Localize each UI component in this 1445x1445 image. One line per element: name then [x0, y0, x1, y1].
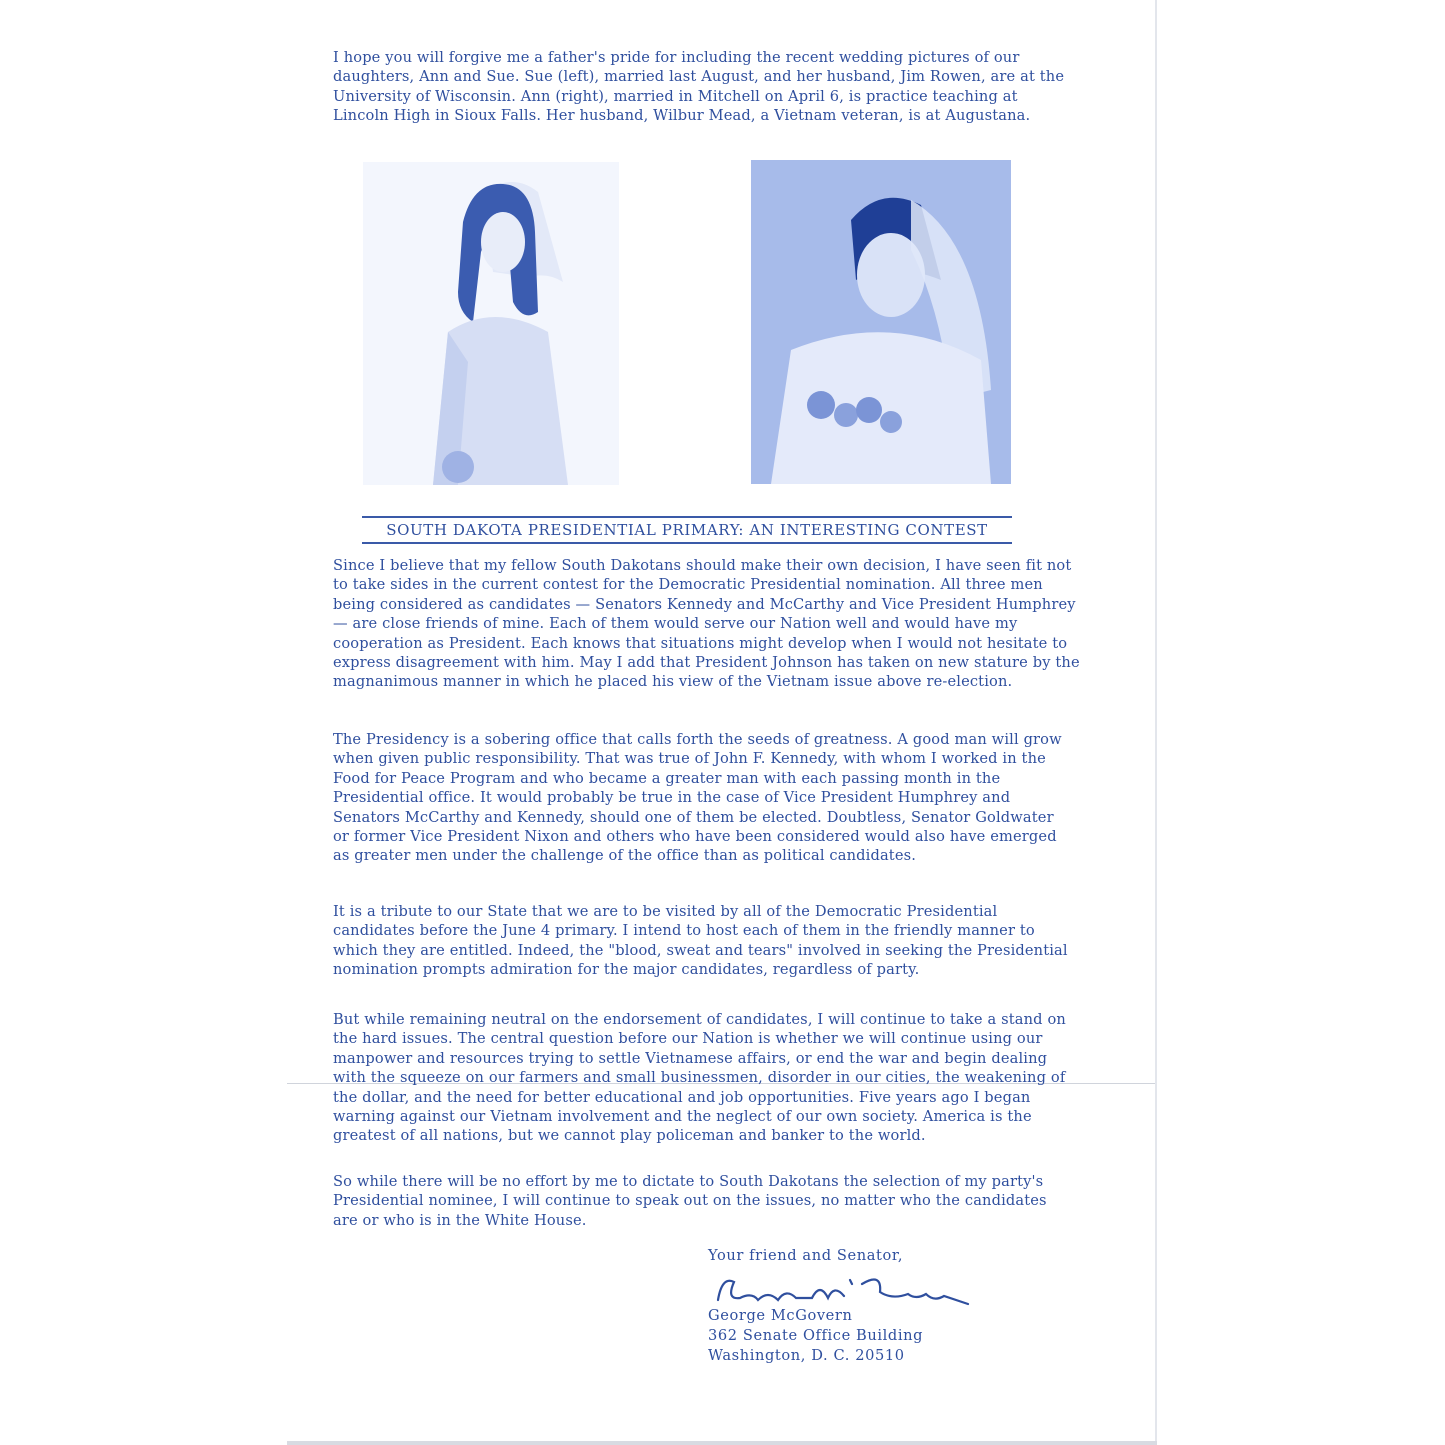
photo-ann	[751, 160, 1011, 484]
closing-salutation: Your friend and Senator,	[708, 1247, 904, 1264]
paragraph-1: Since I believe that my fellow South Dakotans should make their own decision, I have seen fit not to take sides in the current contest for the Democratic Presidential nomination. All three men being considered as candidates — Senators Kennedy and McCarthy and Vice President Humphrey — are close friends of mine. Each of them would serve our Nation well and would have my cooperation as President. Each knows that situations might develop when I would not hesitate to express disagreement with him. May I add that President Johnson has taken on new stature by the magnanimous manner in which he placed his view of the Vietnam issue above re-election.	[333, 557, 1080, 691]
paragraph-5: So while there will be no effort by me to dictate to South Dakotans the selection of my party's Presidential nominee, I will continue to speak out on the issues, no matter who the candidates are or who is in the White House.	[333, 1173, 1047, 1229]
bride-portrait-right-image	[751, 160, 1011, 484]
bride-portrait-left-image	[363, 162, 619, 485]
paragraph-2: The Presidency is a sobering office that calls forth the seeds of greatness. A good man will grow when given public responsibility. That was true of John F. Kennedy, with whom I worked in the Food for Peace Program and who became a greater man with each passing month in the Presidential office. It would probably be true in the case of Vice President Humphrey and Senators McCarthy and Kennedy, should one of them be elected. Doubtless, Senator Goldwater or former Vice President Nixon and others who have been considered would also have emerged as greater men under the challenge of the office than as political candidates.	[333, 731, 1062, 865]
section-heading: SOUTH DAKOTA PRESIDENTIAL PRIMARY: AN INTERESTING CONTEST	[362, 516, 1012, 544]
page-bottom-edge	[287, 1441, 1157, 1445]
paragraph-4: But while remaining neutral on the endorsement of candidates, I will continue to take a stand on the hard issues. The central question before our Nation is whether we will continue using our manpower and resources trying to settle Vietnamese affairs, or end the war and begin dealing with the squeeze on our farmers and small businessmen, disorder in our cities, the weakening of the dollar, and the need for better educational and job opportunities. Five years ago I began warning against our Vietnam involvement and the neglect of our own society. America is the greatest of all nations, but we cannot play policeman and banker to the world.	[333, 1011, 1066, 1145]
intro-paragraph: I hope you will forgive me a father's pride for including the recent wedding pictures of our daughters, Ann and Sue. Sue (left), married last August, and her husband, Jim Rowen, are at the University of Wisconsin. Ann (right), married in Mitchell on April 6, is practice teaching at Lincoln High in Sioux Falls. Her husband, Wilbur Mead, a Vietnam veteran, is at Augustana.	[333, 49, 1065, 125]
address-line-2: Washington, D. C. 20510	[708, 1347, 905, 1364]
photo-sue	[363, 162, 619, 485]
signer-name: George McGovern	[708, 1307, 853, 1324]
paragraph-3: It is a tribute to our State that we are to be visited by all of the Democratic Presidential candidates before the June 4 primary. I intend to host each of them in the friendly manner to which they are entitled. Indeed, the "blood, sweat and tears" involved in seeking the Presidential nomination prompts admiration for the major candidates, regardless of party.	[333, 903, 1068, 979]
address-line-1: 362 Senate Office Building	[708, 1327, 924, 1344]
